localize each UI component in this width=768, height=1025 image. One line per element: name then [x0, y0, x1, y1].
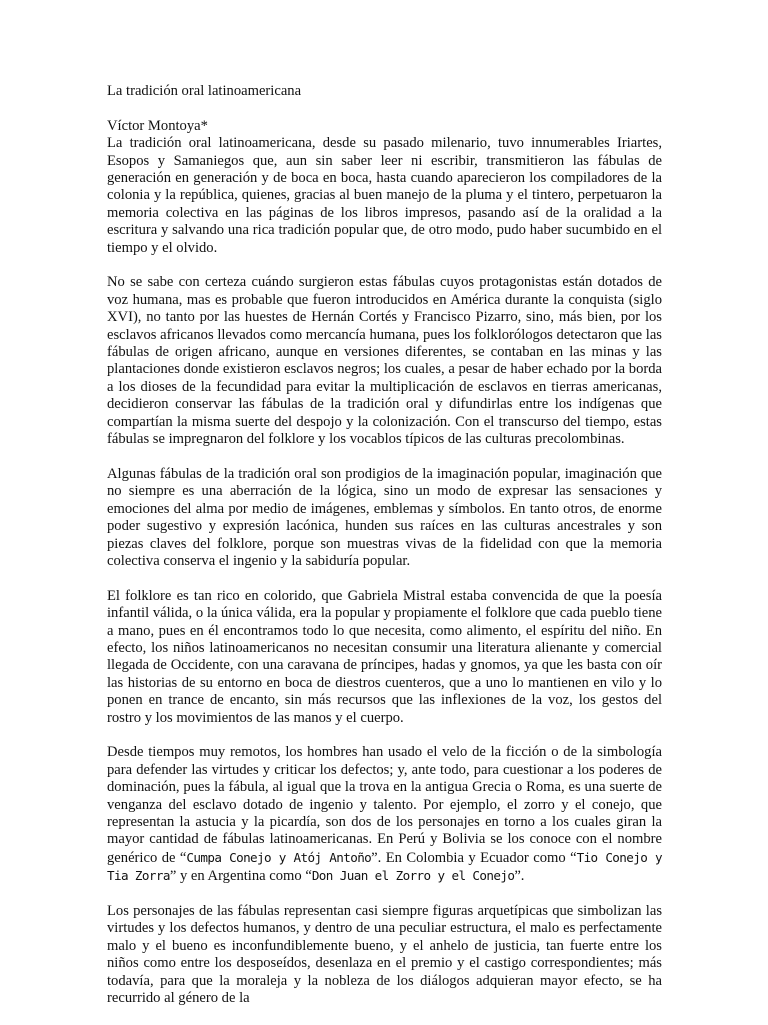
- document-page: [107, 83, 662, 1025]
- paragraph-5-mid1: ”. En Colombia y Ecuador como “: [371, 849, 577, 866]
- fable-name-peru-bolivia: Cumpa Conejo y Atój Antoño: [186, 849, 372, 865]
- paragraph-5-text: Desde tiempos muy remotos, los hombres han usado el velo de la ficción o de la simbología para defender las virtudes y criticar los defectos; y, ante todo, para cuestionar a los poderes de dominación, pues la fábula, al igual que la trova en la antigua Grecia o Roma, es una suerte de venganza del esclavo dotado de ingenio y talento. Por ejemplo, el zorro y el conejo, que representan la astucia y la picardía, son dos de los personajes en torno a los cuales giran la mayor cantidad de fábulas latinoamericanas. En Perú y Bolivia se los conoce con el nombre genérico de “: [107, 744, 662, 866]
- paragraph-5-end: ”.: [514, 868, 525, 885]
- paragraph-5: [107, 744, 662, 885]
- fable-name-argentina: Don Juan el Zorro y el Conejo: [311, 868, 515, 884]
- paragraph-2: No se sabe con certeza cuándo surgieron estas fábulas cuyos protagonistas están dotados de voz humana, mas es probable que fueron introducidos en América durante la conquista (siglo XVI), no tanto por las huestes de Hernán Cortés y Francisco Pizarro, sino, más bien, por los esclavos africanos llevados como mercancía humana, pues los folklorólogos detectaron que las fábulas de origen africano, aunque en versiones diferentes, se contaban en las minas y las plantaciones donde existieron esclavos negros; los cuales, a pesar de haber echado por la borda a los dioses de la fecundidad para evitar la multiplicación de esclavos en tierras americanas, decidieron conservar las fábulas de la tradición oral y difundirlas entre los indígenas que compartían la misma suerte del despojo y la colonización. Con el transcurso del tiempo, estas fábulas se impregnaron del folklore y los vocablos típicos de las culturas precolombinas.: [107, 274, 662, 448]
- document-title: La tradición oral latinoamericana: [107, 83, 302, 99]
- paragraph-1: La tradición oral latinoamericana, desde su pasado milenario, tuvo innumerables Iriartes, Esopos y Samaniegos que, aun sin saber leer ni escribir, transmitieron las fábulas de generación en generación y de boca en boca, hasta cuando aparecieron los compiladores de la colonia y la república, quienes, gracias al buen manejo de la pluma y el tintero, perpetuaron la memoria colectiva en las páginas de los libros impresos, pasando así de la oralidad a la escritura y salvando una rica tradición popular que, de otro modo, pudo haber sucumbido en el tiempo y el olvido.: [107, 135, 662, 256]
- author-line: Víctor Montoya*: [107, 117, 208, 134]
- fable-name-colombia-ecuador: Tio Conejo y Tia Zorra: [107, 849, 662, 884]
- paragraph-5-mid2: ” y en Argentina como “: [169, 868, 312, 885]
- paragraph-4: El folklore es tan rico en colorido, que Gabriela Mistral estaba convencida de que la poesía infantil válida, o la única válida, era la popular y propiamente el folklore que cada pueblo tiene a mano, pues en él encontramos todo lo que necesita, como alimento, el espíritu del niño. En efecto, los niños latinoamericanos no necesitan consumir una literatura alienante y comercial llegada de Occidente, con una caravana de príncipes, hadas y gnomos, ya que les basta con oír las historias de su entorno en boca de diestros cuenteros, que a uno lo mantienen en vilo y lo ponen en trance de encanto, sin más recursos que las inflexiones de la voz, los gestos del rostro y los movimientos de las manos y el cuerpo.: [107, 587, 662, 726]
- paragraph-6: Los personajes de las fábulas representan casi siempre figuras arquetípicas que simbolizan las virtudes y los defectos humanos, y dentro de una peculiar estructura, el malo es perfectamente malo y el bueno es inconfundiblemente bueno, y el anhelo de justicia, tan fuerte entre los niños como entre los desposeídos, desenlaza en el premio y el castigo correspondientes; más todavía, para que la moraleja y la nobleza de los diálogos adquieran mayor efecto, se ha recurrido al género de la: [107, 903, 662, 1007]
- paragraph-3: Algunas fábulas de la tradición oral son prodigios de la imaginación popular, imaginación que no siempre es una aberración de la lógica, sino un modo de expresar las sensaciones y emociones del alma por medio de imágenes, emblemas y símbolos. En tanto otros, de enorme poder sugestivo y expresión lacónica, hunden sus raíces en las culturas ancestrales y son piezas claves del folklore, porque son muestras vivas de la fidelidad con que la memoria colectiva conserva el ingenio y la sabiduría popular.: [107, 465, 662, 569]
